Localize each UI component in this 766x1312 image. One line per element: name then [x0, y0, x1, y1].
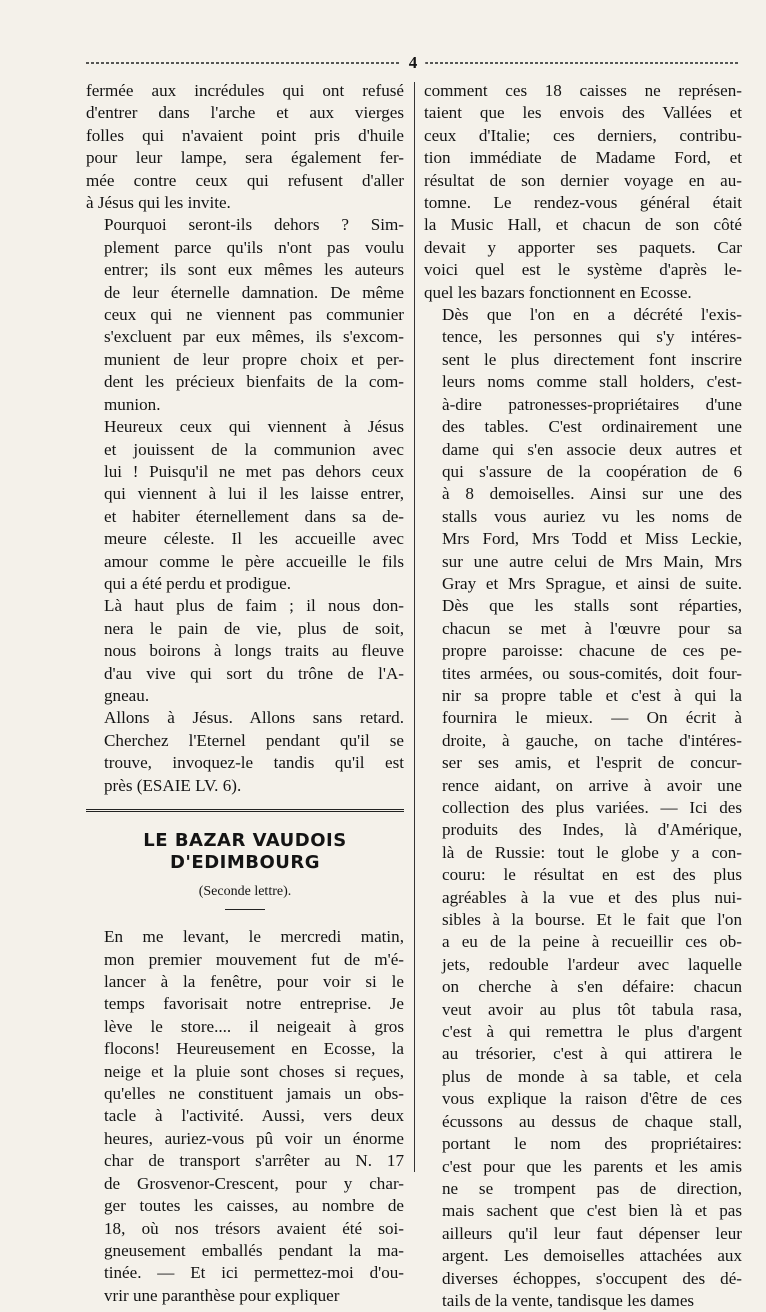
short-rule	[225, 909, 265, 910]
text-line: tion immédiate de Madame Ford, et	[424, 148, 742, 168]
text-line: vrir une paranthèse pour expliquer	[104, 1285, 340, 1305]
text-line: munient de leur propre choix et per-	[104, 349, 404, 369]
text-line: tomne. Le rendez-vous général était	[424, 193, 742, 213]
text-line: quel les bazars fonctionnent en Ecosse.	[424, 282, 692, 302]
text-line: agréables à la vue et des plus nui-	[442, 887, 742, 907]
text-line: dame qui s'en associe deux autres et	[442, 439, 742, 459]
text-line: s'excluent par eux mêmes, ils s'excom-	[104, 327, 404, 347]
text-line: jets, redouble l'ardeur avec laquelle	[442, 954, 742, 974]
text-line: voici quel est le système d'après le-	[424, 260, 742, 280]
header-rule-left	[86, 59, 401, 67]
text-line: folles qui n'avaient point pris d'huile	[86, 125, 404, 145]
paragraph	[86, 214, 404, 416]
text-line: qui viennent à lui il les laisse entrer,	[104, 484, 404, 504]
text-line: Gray et Mrs Sprague, et ainsi de suite.	[442, 573, 742, 593]
text-line: qu'elles ne constituent jamais un obs-	[104, 1084, 404, 1104]
text-line: heures, auriez-vous pû voir un énorme	[104, 1128, 404, 1148]
text-line: Pourquoi seront-ils dehors ? Sim-	[104, 215, 404, 235]
text-line: écussons au dessus de chaque stall,	[442, 1111, 742, 1131]
paragraph	[86, 707, 404, 797]
header-rule-right	[425, 59, 740, 67]
text-line: Cherchez l'Eternel pendant qu'il se	[104, 730, 404, 750]
text-line: lui ! Puisqu'il ne met pas dehors ceux	[104, 461, 404, 481]
text-line: trouve, invoquez-le tandis qu'il est	[104, 753, 404, 773]
text-line: devait y apporter ses paquets. Car	[424, 237, 742, 257]
column-divider	[414, 82, 415, 1172]
text-line: Heureux ceux qui viennent à Jésus	[104, 417, 404, 437]
paragraph	[86, 80, 404, 214]
text-line: couru: le résultat en est des plus	[442, 865, 742, 885]
text-line: collection des plus variées. — Ici des	[442, 798, 742, 817]
text-line: ailleurs qu'il leur faut dépenser leur	[442, 1223, 742, 1243]
section-rule	[86, 809, 404, 812]
text-line: comment ces 18 caisses ne représen-	[424, 81, 742, 100]
text-line: leurs noms comme stall holders, c'est-	[442, 372, 742, 392]
text-line: stalls vous auriez vu les noms de	[442, 506, 742, 526]
text-line: veut avoir au plus tôt tabula rasa,	[442, 999, 742, 1019]
text-line: c'est à qui remettra le plus d'argent	[442, 1022, 742, 1042]
text-line: ceux d'Italie; ces derniers, contribu-	[424, 125, 742, 145]
text-line: diverses échoppes, s'occupent des dé-	[442, 1268, 742, 1288]
text-line: tence, les personnes qui s'y intéres-	[442, 327, 742, 347]
text-line: a eu de la peine à recueillir ces ob-	[442, 932, 742, 952]
text-line: Allons à Jésus. Allons sans retard.	[104, 708, 404, 728]
text-line: à 8 demoiselles. Ainsi sur une des	[442, 484, 742, 504]
text-line: ser ses amis, et l'esprit de concur-	[442, 753, 742, 773]
text-line: plement parce qu'ils n'ont pas voulu	[104, 237, 404, 257]
text-line: nir sa propre table et c'est à qui la	[442, 685, 742, 705]
right-column	[424, 80, 742, 1310]
text-line: sur une autre celui de Mrs Main, Mrs	[442, 551, 742, 571]
text-line: propre paroisse: chacune de ces pe-	[442, 641, 742, 661]
text-line: ger toutes les caisses, au nombre de	[104, 1196, 404, 1216]
text-line: mon premier mouvement fut de m'é-	[104, 949, 404, 969]
text-line: d'entrer dans l'arche et aux vierges	[86, 103, 404, 123]
text-line: qui a été perdu et prodigue.	[104, 573, 292, 593]
text-line: taient que les envois des Vallées et	[424, 103, 742, 123]
text-line: ne se trompent pas de direction,	[442, 1178, 742, 1198]
text-line: au trésorier, c'est à qui attirera le	[442, 1044, 742, 1064]
text-line: argent. Les demoiselles attachées aux	[442, 1246, 742, 1266]
text-line: des tables. C'est ordinairement une	[442, 417, 742, 437]
text-line: amour comme le père accueille le fils	[104, 551, 404, 571]
left-column	[86, 80, 404, 1305]
text-line: flocons! Heureusement en Ecosse, la	[104, 1039, 404, 1059]
article-subtitle: (Seconde lettre).	[198, 883, 292, 899]
text-line: portant le nom des propriétaires:	[442, 1134, 742, 1154]
page-number: 4	[408, 53, 418, 72]
text-line: mais sachent que c'est bien là et pas	[442, 1201, 742, 1221]
text-line: char de transport s'arrêter au N. 17	[104, 1151, 404, 1171]
text-line: tails de la vente, tandisque les dames	[442, 1290, 695, 1310]
text-line: plus de monde à sa table, et cela	[442, 1066, 742, 1086]
text-line: fournira le mieux. — On écrit à	[442, 708, 742, 728]
text-line: fermée aux incrédules qui ont refusé	[86, 81, 404, 100]
text-line: tinée. — Et ici permettez-moi d'ou-	[104, 1263, 404, 1283]
text-line: rence aidant, on arrive à avoir une	[442, 775, 742, 795]
text-line: et jouissent de la communion avec	[104, 439, 404, 459]
text-line: sibles à la bourse. Et le fait que l'on	[442, 910, 742, 930]
text-line: En me levant, le mercredi matin,	[104, 927, 404, 947]
text-line: tacle à l'activité. Aussi, vers deux	[104, 1106, 404, 1126]
text-line: gneau.	[104, 685, 150, 705]
text-line: la Music Hall, et chacun de son côté	[424, 215, 742, 235]
text-line: sent le plus directement font inscrire	[442, 349, 742, 369]
text-line: là de Russie: tout le globe y a con-	[442, 842, 742, 862]
text-line: ceux qui ne viennent pas communier	[104, 305, 404, 325]
paragraph	[424, 304, 742, 1312]
text-line: c'est pour que les parents et les amis	[442, 1156, 742, 1176]
text-line: droite, à gauche, on tache d'intéres-	[442, 730, 742, 750]
paragraph	[86, 926, 404, 1307]
text-line: qui s'assure de la coopération de 6	[442, 461, 742, 481]
text-line: de Grosvenor-Crescent, pour y char-	[104, 1173, 404, 1193]
text-line: Mrs Ford, Mrs Todd et Miss Leckie,	[442, 529, 742, 549]
text-line: pour leur lampe, sera également fer-	[86, 148, 404, 168]
text-line: munion.	[104, 394, 161, 414]
text-line: et habiter éternellement dans sa de-	[104, 506, 404, 526]
text-line: à-dire patronesses-propriétaires d'une	[442, 394, 742, 414]
paragraph	[86, 595, 404, 707]
text-line: tites armées, ou sous-comités, doit four-	[442, 663, 742, 683]
paragraph	[86, 416, 404, 595]
article-title: LE BAZAR VAUDOIS D'EDIMBOURG	[143, 830, 347, 874]
page-header	[86, 52, 740, 74]
text-line: Là haut plus de faim ; il nous don-	[104, 596, 404, 616]
text-line: chacun se met à l'œuvre pour sa	[442, 618, 742, 638]
text-line: on cherche à s'en défaire: chacun	[442, 977, 742, 997]
text-line: temps favorisait notre entreprise. Je	[104, 994, 404, 1014]
text-line: d'au vive qui sort du trône de l'A-	[104, 663, 404, 683]
text-line: gneusement emballés pendant la ma-	[104, 1240, 404, 1260]
text-line: mée contre ceux qui refusent d'aller	[86, 170, 404, 190]
paragraph	[424, 80, 742, 304]
text-line: Dès que l'on en a décrété l'exis-	[442, 305, 742, 325]
text-line: de leur éternelle damnation. De même	[104, 282, 404, 302]
text-line: neige et la pluie sont choses si reçues,	[104, 1061, 404, 1081]
text-line: dent les précieux bienfaits de la com-	[104, 372, 404, 392]
text-line: nera le pain de vie, plus de soit,	[104, 618, 404, 638]
text-line: 18, où nos trésors avaient été soi-	[104, 1218, 404, 1238]
text-line: à Jésus qui les invite.	[86, 193, 231, 213]
text-line: produits des Indes, là d'Amérique,	[442, 820, 742, 840]
text-line: lancer à la fenêtre, pour voir si le	[104, 972, 404, 992]
text-line: lève le store.... il neigeait à gros	[104, 1016, 404, 1036]
text-line: Dès que les stalls sont réparties,	[442, 596, 742, 616]
text-line: résultat de son dernier voyage en au-	[424, 170, 742, 190]
text-line: meure céleste. Il les accueille avec	[104, 529, 404, 549]
text-line: entrer; ils sont eux mêmes les auteurs	[104, 260, 404, 280]
text-line: nous boirons à longs traits au fleuve	[104, 641, 404, 661]
text-line: vous explique la raison d'être de ces	[442, 1089, 742, 1109]
text-line: près (ESAIE LV. 6).	[104, 775, 242, 795]
